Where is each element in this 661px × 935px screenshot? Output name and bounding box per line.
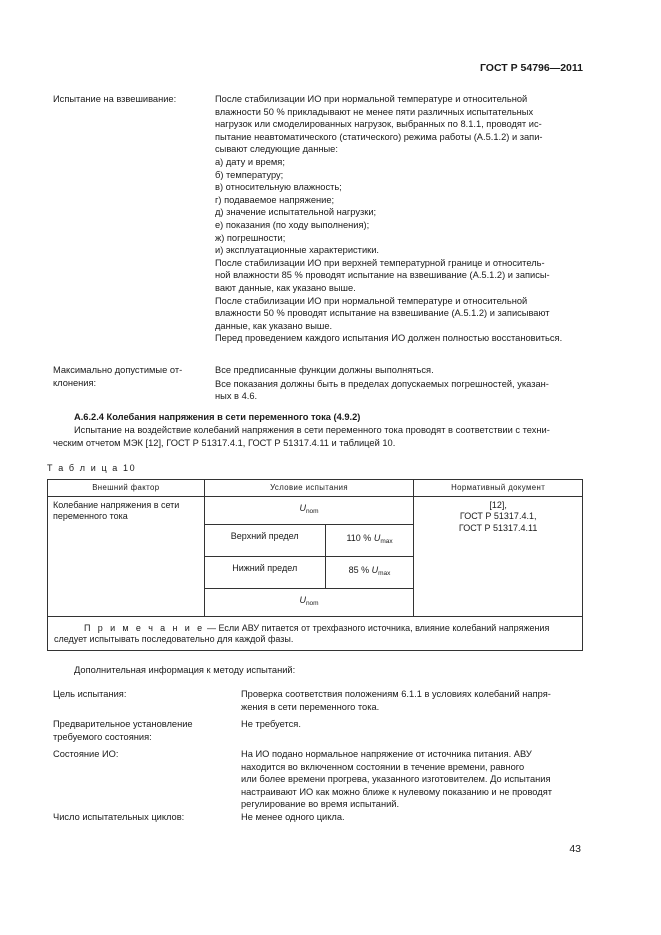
u-max-sub: max [380,537,393,545]
factor-line: переменного тока [53,511,128,521]
purpose-line: Проверка соответствия положениям 6.1.1 в условиях колебаний напря- [241,689,551,699]
u-symbol: U [299,594,306,605]
u-symbol: U [299,502,306,513]
weighing-line: влажности 50 % прикладывают не менее пяти различных испытательных [215,106,534,117]
u-sub: nom [305,507,319,515]
lower-label: Нижний предел [205,556,326,588]
doc-ref: ГОСТ Р 51317.4.11 [458,522,538,533]
condition-nom [205,588,414,616]
weighing-line: ж) погрешности; [215,232,286,243]
cycles-label: Число испытательных циклов: [53,812,185,822]
upper-label: Верхний предел [205,524,326,556]
weighing-line: данные, как указано выше. [215,320,333,331]
table-header: Условие испытания [204,480,414,497]
table-factor-cell [48,496,205,616]
precond-label-line: Предварительное установление [53,719,193,729]
note-line: следует испытывать последовательно для каждой фазы. [54,634,294,644]
weighing-line: После стабилизации ИО при верхней температурной границе и относитель- [215,257,545,268]
section-line: ческим отчетом МЭК [12], ГОСТ Р 51317.4.1, ГОСТ Р 51317.4.11 и таблицей 10. [53,437,396,448]
deviations-text [215,364,583,403]
doc-ref: [12], [489,499,507,510]
weighing-line: вают данные, как указано выше. [215,282,356,293]
table-docs-cell [414,496,583,616]
note-text: — Если АВУ питается от трехфазного источника, влияние колебаний напряжения [207,622,550,633]
state-line: На ИО подано нормальное напряжение от источника питания. АВУ [241,749,532,759]
state-line: настраивают ИО как можно ближе к нулевому показанию и не проводят [241,786,552,797]
weighing-line: После стабилизации ИО при нормальной температуре и относительной [215,295,528,306]
factor-line: Колебание напряжения в сети [53,499,180,510]
weighing-line: а) дату и время; [215,156,285,167]
weighing-line: и) эксплуатационные характеристики. [215,245,379,256]
upper-value-cell [325,524,413,556]
weighing-line: влажности 50 % проводят испытание на взвешивание (А.5.1.2) и записывают [215,308,550,319]
condition-nom [205,497,414,525]
upper-value: 110 % [346,532,372,543]
table-header: Нормативный документ [414,480,583,497]
weighing-line: б) температуру; [215,169,284,180]
purpose-label: Цель испытания: [53,689,127,699]
table-caption: Т а б л и ц а 10 [47,463,137,473]
u-symbol: U [371,564,379,575]
deviations-line: Все показания должны быть в пределах допускаемых погрешностей, указан- [215,378,549,389]
state-line: или более времени прогрева, указанного изготовителем. До испытания [241,774,551,785]
weighing-label: Испытание на взвешивание: [53,94,177,104]
purpose-line: жения в сети переменного тока. [241,701,380,712]
u-symbol: U [373,532,381,543]
weighing-line: нагрузок или смоделированных нагрузок, выбранных по 8.1.1, проводят ис- [215,119,542,130]
state-text [241,748,583,811]
cycles-text: Не менее одного цикла. [241,812,345,822]
weighing-line: в) относительную влажность; [215,182,342,193]
additional-intro: Дополнительная информация к методу испытаний: [74,665,296,675]
standard-header: ГОСТ Р 54796—2011 [479,62,583,74]
weighing-text [215,93,583,345]
deviations-line: ных в 4.6. [215,391,258,402]
doc-ref: ГОСТ Р 51317.4.1, [459,511,537,521]
page-number: 43 [569,843,581,855]
deviations-label [53,364,203,389]
section-text [53,424,583,449]
deviations-label-line: клонения: [53,377,97,388]
lower-value: 85 % [348,564,370,575]
section-title: А.6.2.4 Колебания напряжения в сети переменного тока (4.9.2) [74,412,361,422]
precond-text: Не требуется. [241,719,301,729]
weighing-line: пытание неавтоматического (статического) режима работы (А.5.1.2) и запи- [215,131,543,142]
note-line [54,623,576,635]
table-header: Внешний фактор [48,480,205,497]
table-10 [47,479,583,651]
precond-label [53,718,223,743]
u-sub: nom [305,599,319,607]
weighing-line: е) показания (по ходу выполнения); [215,219,370,230]
table-condition-cell [204,496,414,616]
purpose-text [241,688,583,713]
u-max-sub: max [378,569,391,577]
weighing-line: г) подаваемое напряжение; [215,194,335,205]
precond-label-line: требуемого состояния: [53,731,152,742]
state-label: Состояние ИО: [53,749,119,759]
state-line: регулирование во время испытаний. [241,799,400,810]
weighing-line: Перед проведением каждого испытания ИО должен полностью восстановиться. [215,333,563,344]
table-note [48,616,583,650]
lower-value-cell [325,556,413,588]
weighing-line: сывают следующие данные: [215,144,338,155]
condition-subtable [205,497,414,616]
note-word: П р и м е ч а н и е [84,622,205,633]
weighing-line: д) значение испытательной нагрузки; [215,207,377,218]
deviations-label-line: Максимально допустимые от- [53,365,183,375]
state-line: находится во включенном состоянии в течение времени, равного [241,761,525,772]
deviations-line: Все предписанные функции должны выполняться. [215,365,434,375]
weighing-line: ной влажности 85 % проводят испытание на взвешивание (А.5.1.2) и записы- [215,270,550,281]
weighing-line: После стабилизации ИО при нормальной температуре и относительной [215,94,528,104]
section-line: Испытание на воздействие колебаний напряжения в сети переменного тока проводят в соответствии с техни- [74,425,550,435]
